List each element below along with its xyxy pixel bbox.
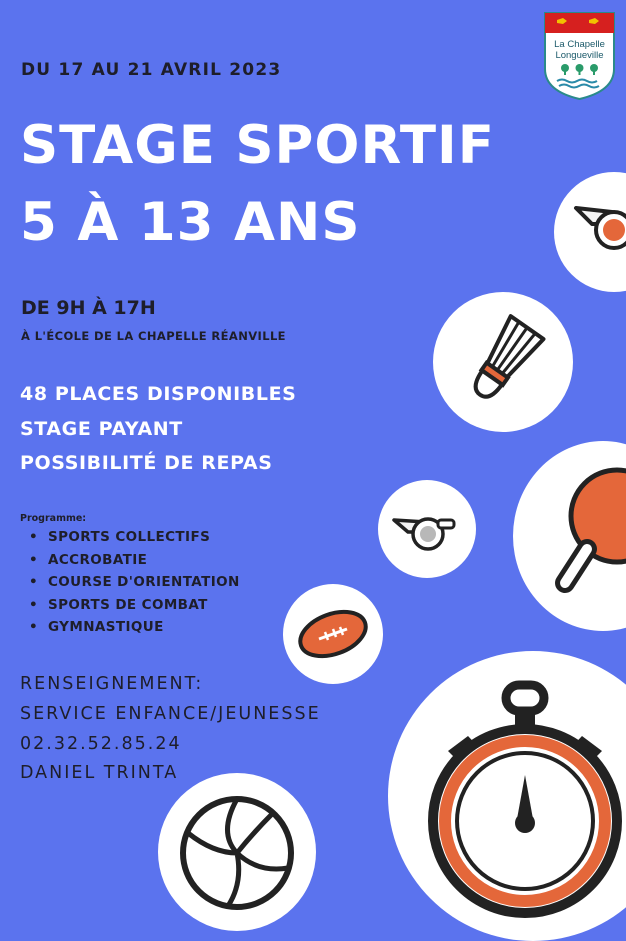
contact-person: DANIEL TRINTA [20, 763, 179, 783]
title-line-2: 5 À 13 ANS [20, 192, 361, 253]
title-line-1: STAGE SPORTIF [20, 115, 495, 176]
location: À L'ÉCOLE DE LA CHAPELLE RÉANVILLE [21, 329, 286, 343]
shuttlecock-icon [433, 292, 573, 432]
hours: DE 9H À 17H [21, 297, 156, 319]
volleyball-icon [158, 773, 316, 931]
list-item: • SPORTS DE COMBAT [29, 597, 240, 620]
programme-label: Programme: [20, 513, 87, 524]
contact-service: SERVICE ENFANCE/JEUNESSE [20, 704, 321, 724]
stopwatch-icon [388, 651, 626, 941]
ping-pong-paddle-icon [513, 441, 626, 631]
info-meals: POSSIBILITÉ DE REPAS [20, 452, 273, 474]
list-item: • GYMNASTIQUE [29, 619, 240, 642]
american-football-icon [283, 584, 383, 684]
whistle-icon [378, 480, 476, 578]
contact-heading: RENSEIGNEMENT: [20, 674, 204, 694]
town-logo [543, 11, 616, 101]
info-places: 48 PLACES DISPONIBLES [20, 383, 297, 405]
event-dates: DU 17 AU 21 AVRIL 2023 [21, 60, 282, 80]
info-paid: STAGE PAYANT [20, 418, 183, 440]
contact-phone: 02.32.52.85.24 [20, 734, 182, 754]
logo-line-2: Longueville [555, 50, 604, 61]
list-item: • ACCROBATIE [29, 552, 240, 575]
programme-list [29, 529, 240, 642]
list-item: • SPORTS COLLECTIFS [29, 529, 240, 552]
whistle-icon [554, 172, 626, 292]
logo-line-1: La Chapelle [554, 39, 605, 50]
list-item: • COURSE D'ORIENTATION [29, 574, 240, 597]
